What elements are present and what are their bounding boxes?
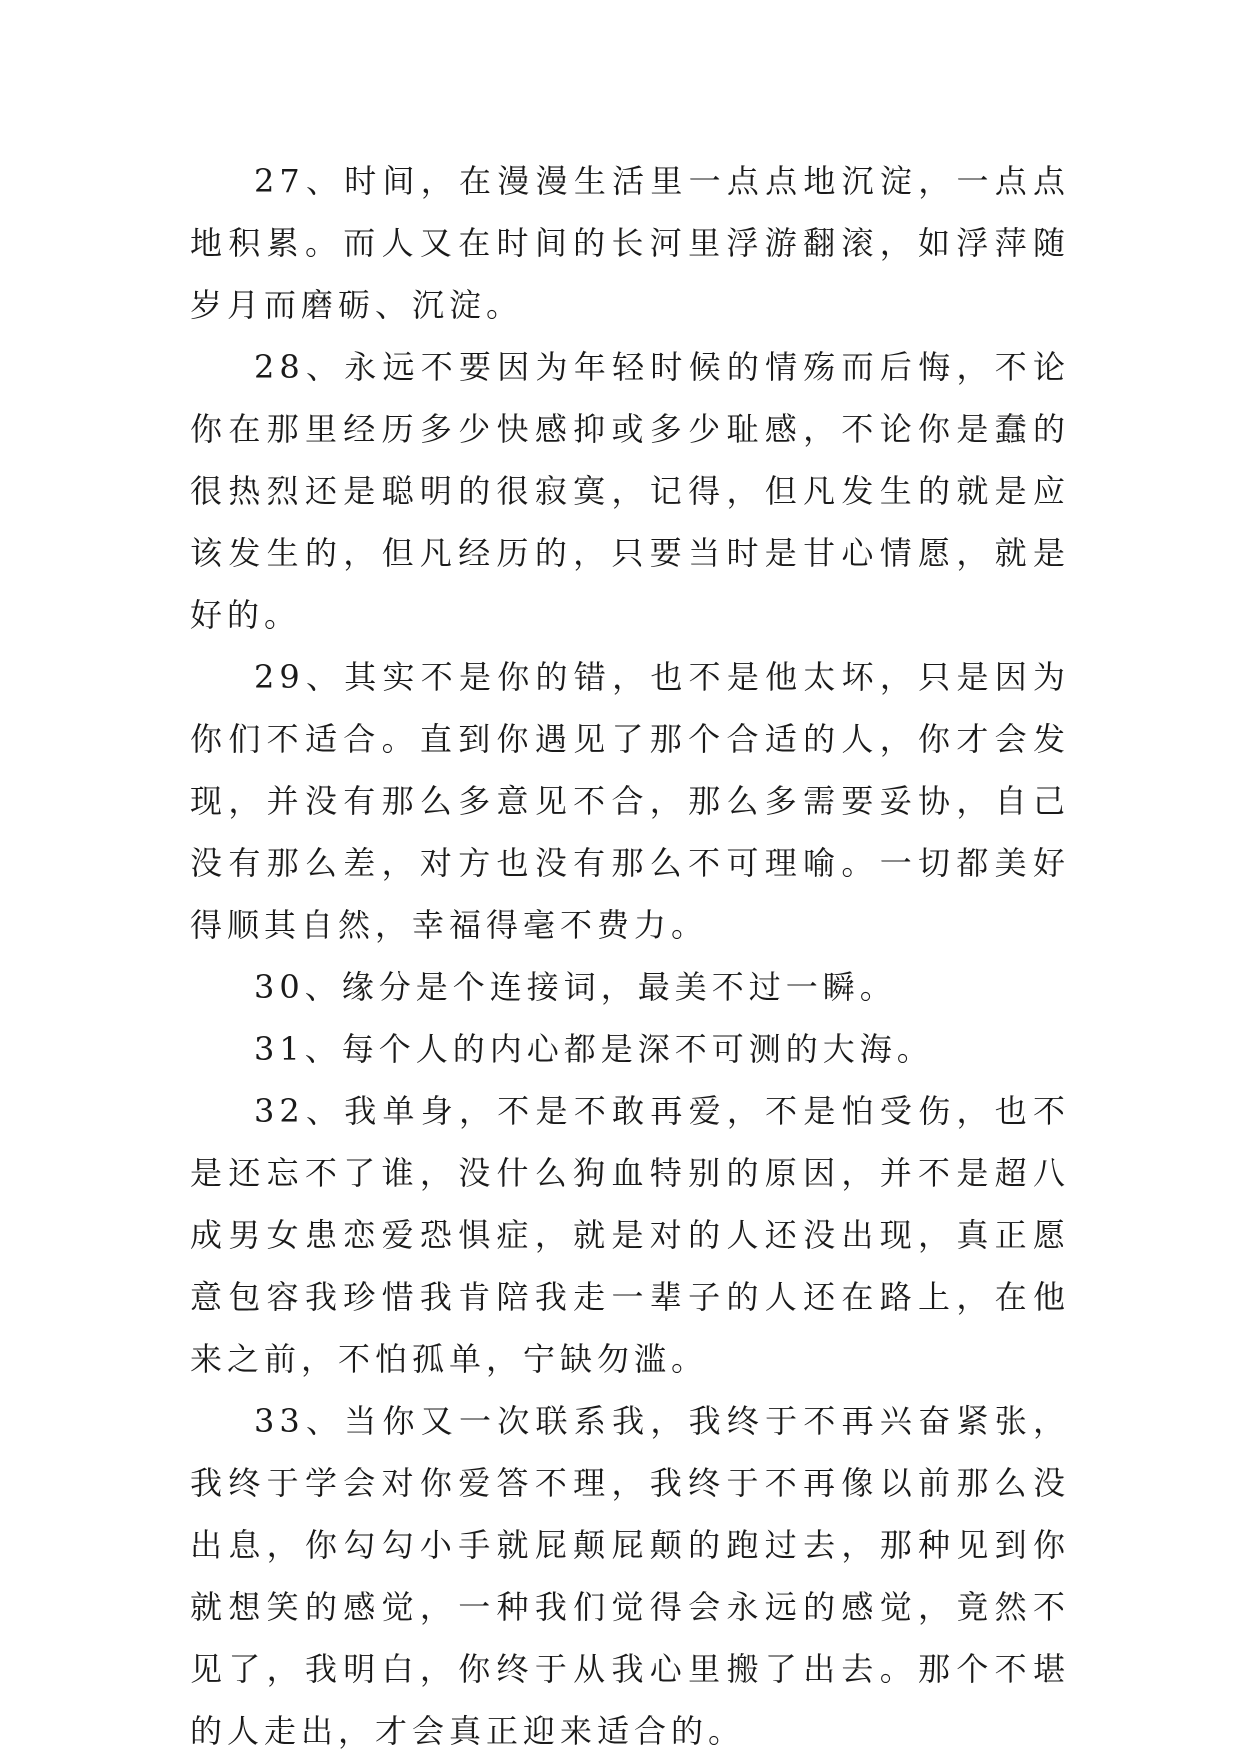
document-body (190, 150, 1070, 1762)
paragraph-32: 32、我单身，不是不敢再爱，不是怕受伤，也不是还忘不了谁，没什么狗血特别的原因，并不是超八成男女患恋爱恐惧症，就是对的人还没出现，真正愿意包容我珍惜我肯陪我走一辈子的人还在路上，在他来之前，不怕孤单，宁缺勿滥。 (190, 1092, 1070, 1378)
paragraph-28: 28、永远不要因为年轻时候的情殇而后悔，不论你在那里经历多少快感抑或多少耻感，不论你是蠢的很热烈还是聪明的很寂寞，记得，但凡发生的就是应该发生的，但凡经历的，只要当时是甘心情愿，就是好的。 (190, 348, 1070, 634)
paragraph-27: 27、时间，在漫漫生活里一点点地沉淀，一点点地积累。而人又在时间的长河里浮游翻滚，如浮萍随岁月而磨砺、沉淀。 (190, 162, 1070, 324)
paragraph-31: 31、每个人的内心都是深不可测的大海。 (254, 1030, 934, 1068)
paragraph-29: 29、其实不是你的错，也不是他太坏，只是因为你们不适合。直到你遇见了那个合适的人，你才会发现，并没有那么多意见不合，那么多需要妥协，自己没有那么差，对方也没有那么不可理喻。一切都美好得顺其自然，幸福得毫不费力。 (190, 658, 1070, 944)
paragraph-30: 30、缘分是个连接词，最美不过一瞬。 (254, 968, 897, 1006)
paragraph-33: 33、当你又一次联系我，我终于不再兴奋紧张，我终于学会对你爱答不理，我终于不再像以前那么没出息，你勾勾小手就屁颠屁颠的跑过去，那种见到你就想笑的感觉，一种我们觉得会永远的感觉，竟然不见了，我明白，你终于从我心里搬了出去。那个不堪的人走出，才会真正迎来适合的。 (190, 1402, 1070, 1750)
